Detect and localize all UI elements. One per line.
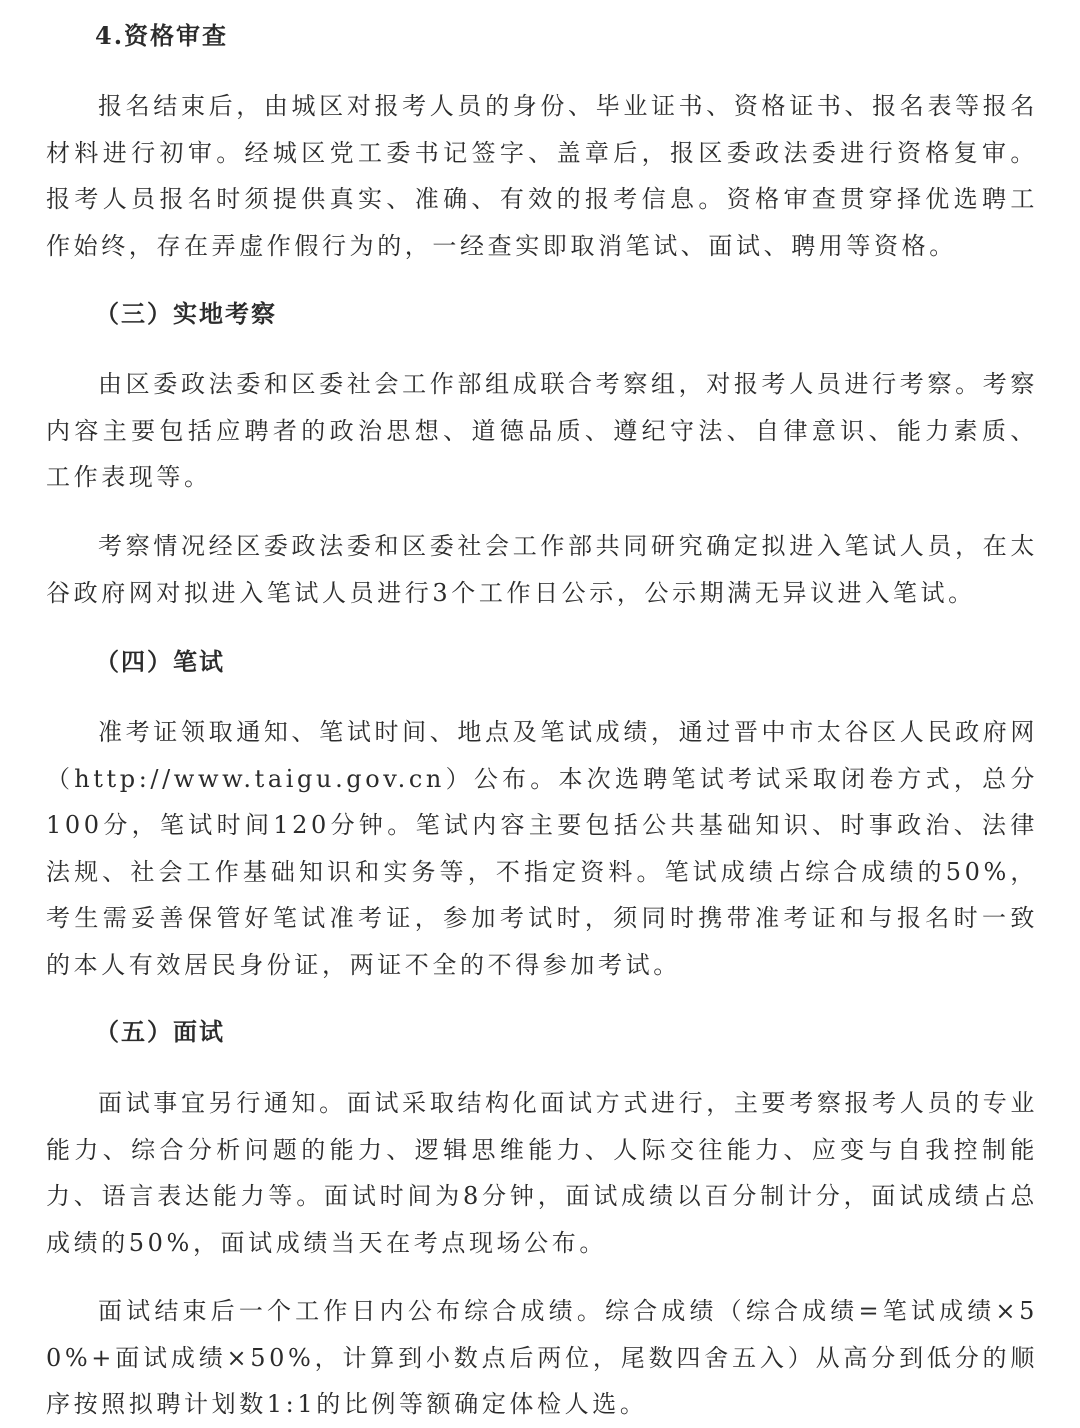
paragraph-written-exam: 准考证领取通知、笔试时间、地点及笔试成绩，通过晋中市太谷区人民政府网（http://www.taigu.gov.cn）公布。本次选聘笔试考试采取闭卷方式，总分100分，笔试时间120分钟。笔试内容主要包括公共基础知识、时事政治、法律法规、社会工作基础知识和实务等，不指定资料。笔试成绩占综合成绩的50%，考生需妥善保管好笔试准考证，参加考试时，须同时携带准考证和与报名时一致的本人有效居民身份证，两证不全的不得参加考试。 xyxy=(46,718,1038,979)
paragraph-qualification-review: 报名结束后，由城区对报考人员的身份、毕业证书、资格证书、报名表等报名材料进行初审。经城区党工委书记签字、盖章后，报区委政法委进行资格复审。报考人员报名时须提供真实、准确、有效的报考信息。资格审查贯穿择优选聘工作始终，存在弄虚作假行为的，一经查实即取消笔试、面试、聘用等资格。 xyxy=(46,92,1038,260)
section-heading-qualification-review: 4.资格审查 xyxy=(95,21,229,50)
paragraph-composite-score: 面试结束后一个工作日内公布综合成绩。综合成绩（综合成绩=笔试成绩×50%+面试成绩×50%，计算到小数点后两位，尾数四舍五入）从高分到低分的顺序按照拟聘计划数1:1的比例等额确定体检人选。 xyxy=(46,1297,1038,1418)
paragraph-interview-arrangement: 面试事宜另行通知。面试采取结构化面试方式进行，主要考察报考人员的专业能力、综合分析问题的能力、逻辑思维能力、人际交往能力、应变与自我控制能力、语言表达能力等。面试时间为8分钟，面试成绩以百分制计分，面试成绩占总成绩的50%，面试成绩当天在考点现场公布。 xyxy=(46,1089,1038,1257)
section-heading-written-exam: （四）笔试 xyxy=(95,647,225,676)
section-heading-field-inspection: （三）实地考察 xyxy=(95,299,277,328)
paragraph-inspection-content: 由区委政法委和区委社会工作部组成联合考察组，对报考人员进行考察。考察内容主要包括应聘者的政治思想、道德品质、遵纪守法、自律意识、能力素质、工作表现等。 xyxy=(46,370,1038,491)
paragraph-inspection-publicity: 考察情况经区委政法委和区委社会工作部共同研究确定拟进入笔试人员，在太谷政府网对拟进入笔试人员进行3个工作日公示，公示期满无异议进入笔试。 xyxy=(46,532,1038,607)
section-heading-interview: （五）面试 xyxy=(95,1017,225,1046)
